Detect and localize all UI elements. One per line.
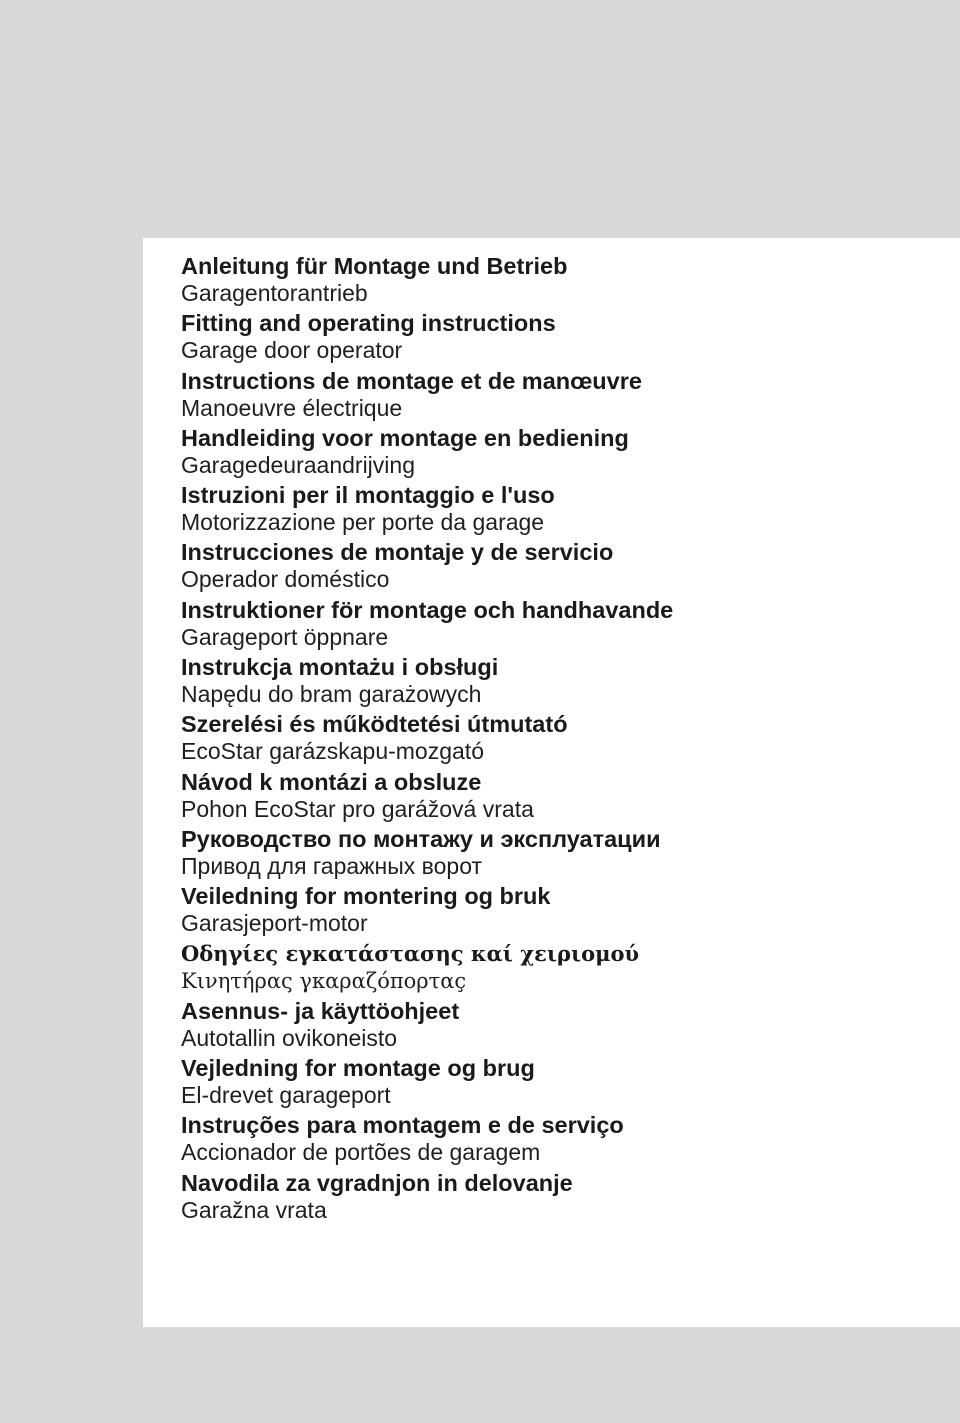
entry-title: Instrucciones de montaje y de servicio: [181, 539, 614, 566]
entry-subtitle: Привод для гаражных ворот: [181, 852, 483, 879]
entry-subtitle: Motorizzazione per porte da garage: [181, 509, 545, 536]
entry-subtitle: Garagentorantrieb: [181, 280, 368, 306]
entry-hungarian: [181, 710, 941, 767]
language-list: [181, 252, 941, 1226]
entry-title: Návod k montázi a obsluze: [181, 768, 482, 795]
entry-title: Veiledning for montering og bruk: [181, 883, 551, 910]
entry-title: Instruções para montagem e de serviço: [181, 1112, 624, 1139]
entry-title: Navodila za vgradnjon in delovanje: [181, 1169, 573, 1196]
entry-title: Fitting and operating instructions: [181, 310, 556, 337]
entry-russian: [181, 825, 941, 882]
entry-portuguese: [181, 1111, 941, 1168]
entry-subtitle: Garažna vrata: [181, 1196, 327, 1223]
entry-english: [181, 309, 941, 366]
entry-subtitle: Garagedeuraandrijving: [181, 451, 415, 478]
entry-subtitle: El-drevet garageport: [181, 1082, 391, 1109]
entry-title: Instrukcja montażu i obsługi: [181, 654, 499, 681]
entry-title: Asennus- ja käyttöohjeet: [181, 997, 460, 1024]
entry-title: Vejledning for montage og brug: [181, 1055, 535, 1082]
entry-subtitle: Napędu do bram garażowych: [181, 681, 482, 708]
entry-subtitle: Autotallin ovikoneisto: [181, 1024, 398, 1051]
entry-subtitle: Garageport öppnare: [181, 623, 389, 650]
entry-title: Handleiding voor montage en bediening: [181, 424, 629, 451]
entry-subtitle: Operador doméstico: [181, 566, 390, 593]
entry-subtitle: Garasjeport-motor: [181, 910, 368, 937]
entry-title: Szerelési és működtetési útmutató: [181, 711, 568, 738]
entry-finnish: [181, 997, 941, 1054]
entry-title: Istruzioni per il montaggio e l'uso: [181, 482, 555, 509]
entry-subtitle: EcoStar garázskapu-mozgató: [181, 738, 484, 765]
entry-title: Руководство по монтажу и эксплуатации: [181, 825, 661, 852]
entry-subtitle: Pohon EcoStar pro garážová vrata: [181, 795, 534, 822]
entry-title: Οδηγίες εγκατάστασης καί χειριομού: [181, 940, 640, 966]
entry-norwegian: [181, 882, 941, 939]
entry-subtitle: Accionador de portões de garagem: [181, 1139, 541, 1166]
entry-polish: [181, 653, 941, 710]
entry-dutch: [181, 424, 941, 481]
entry-title: Anleitung für Montage und Betrieb: [181, 253, 568, 279]
entry-italian: [181, 481, 941, 538]
entry-german: [181, 252, 941, 309]
entry-title: Instructions de montage et de manœuvre: [181, 367, 642, 394]
entry-spanish: [181, 538, 941, 595]
entry-subtitle: Κινητήρας γκαραζόπορταç: [181, 968, 467, 993]
entry-subtitle: Manoeuvre électrique: [181, 394, 403, 421]
entry-greek: [181, 940, 941, 997]
entry-czech: [181, 768, 941, 825]
entry-subtitle: Garage door operator: [181, 337, 403, 364]
entry-danish: [181, 1054, 941, 1111]
entry-swedish: [181, 596, 941, 653]
entry-slovenian: [181, 1169, 941, 1226]
entry-title: Instruktioner för montage och handhavande: [181, 596, 674, 623]
entry-french: [181, 367, 941, 424]
